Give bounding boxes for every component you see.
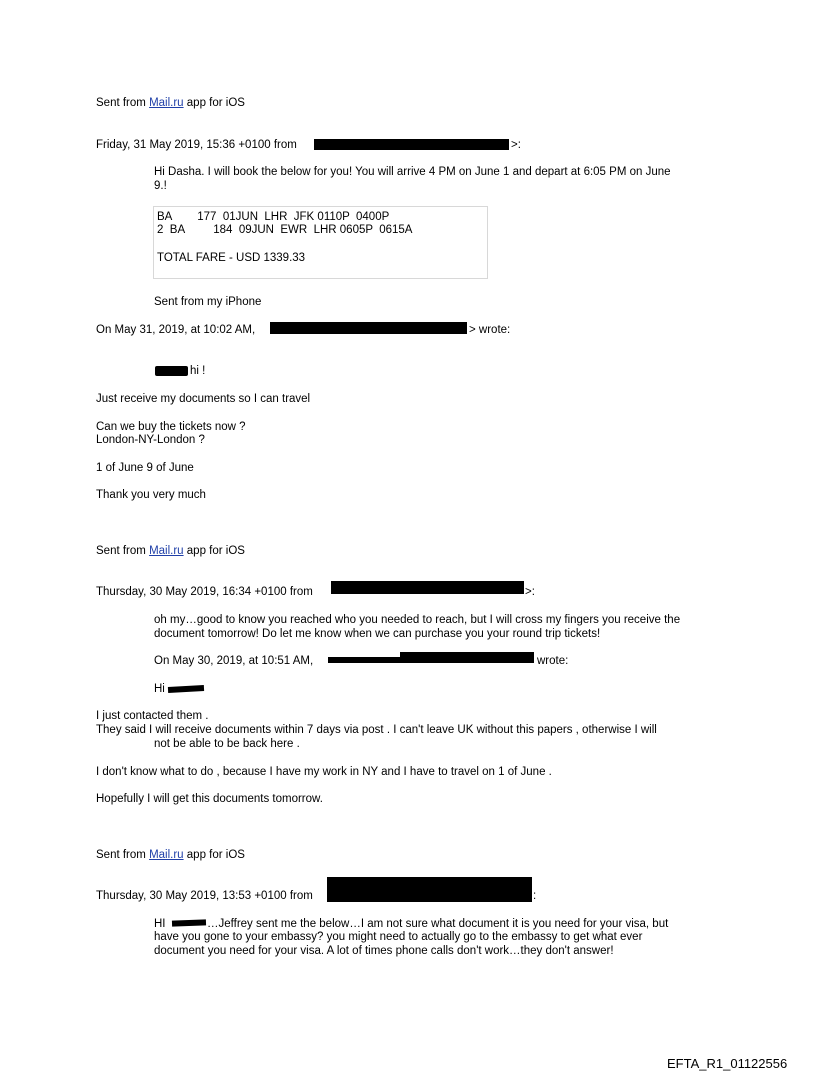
email-body-line: document you need for your visa. A lot of times phone calls don't work…they don't answer! bbox=[154, 945, 614, 957]
email-body-line: …Jeffrey sent me the below…I am not sure what document it is you need for your visa, but bbox=[207, 918, 669, 930]
redaction-bar bbox=[331, 581, 524, 594]
message-line: Hopefully I will get this documents tomorrow. bbox=[96, 793, 323, 805]
email-body-line: Hi Dasha. I will book the below for you! You will arrive 4 PM on June 1 and depart at 6:05 PM on June bbox=[154, 166, 671, 178]
quoted-wrote-suffix: > wrote: bbox=[469, 324, 511, 336]
redaction-bar bbox=[172, 919, 206, 926]
email-header-suffix: >: bbox=[525, 586, 535, 598]
email-body-line: document tomorrow! Do let me know when we can purchase you your round trip tickets! bbox=[154, 628, 601, 640]
sent-from-line bbox=[96, 97, 245, 110]
sent-from-iphone: Sent from my iPhone bbox=[154, 296, 262, 308]
sent-from-prefix: Sent from bbox=[96, 97, 150, 109]
redaction-bar bbox=[314, 139, 509, 150]
message-line: Thank you very much bbox=[96, 489, 206, 501]
redaction-bar bbox=[155, 366, 188, 376]
email-header-suffix: >: bbox=[511, 139, 521, 151]
sent-from-suffix: app for iOS bbox=[183, 545, 245, 557]
email-header-suffix: : bbox=[533, 890, 537, 902]
mailru-link[interactable]: Mail.ru bbox=[149, 849, 184, 861]
email-body-line: have you gone to your embassy? you might need to actually go to the embassy to get what ever bbox=[154, 931, 643, 943]
message-line: I don't know what to do , because I have my work in NY and I have to travel on 1 of June . bbox=[96, 766, 552, 778]
redaction-bar bbox=[327, 877, 532, 902]
message-line: not be able to be back here . bbox=[154, 738, 300, 750]
itinerary-line: BA 177 01JUN LHR JFK 0110P 0400P bbox=[157, 211, 390, 223]
email-header-date: Friday, 31 May 2019, 15:36 +0100 from bbox=[96, 139, 297, 151]
redaction-bar bbox=[328, 657, 400, 663]
redaction-bar bbox=[168, 685, 204, 693]
sent-from-suffix: app for iOS bbox=[183, 97, 245, 109]
quoted-wrote-suffix: wrote: bbox=[537, 655, 569, 667]
sent-from-line bbox=[96, 545, 245, 558]
sent-from-prefix: Sent from bbox=[96, 849, 150, 861]
document-id: EFTA_R1_01122556 bbox=[667, 1056, 788, 1071]
email-body-line: 9.! bbox=[154, 180, 167, 192]
redaction-bar bbox=[400, 652, 534, 663]
redaction-bar bbox=[270, 322, 467, 334]
sent-from-suffix: app for iOS bbox=[183, 849, 245, 861]
email-body-line: oh my…good to know you reached who you needed to reach, but I will cross my fingers you receive the bbox=[154, 614, 681, 626]
quoted-wrote-line: On May 30, 2019, at 10:51 AM, bbox=[154, 655, 314, 667]
message-line: Just receive my documents so I can travel bbox=[96, 393, 311, 405]
itinerary-total-fare: TOTAL FARE - USD 1339.33 bbox=[157, 252, 306, 264]
message-greeting: hi ! bbox=[190, 365, 206, 377]
email-header-date: Thursday, 30 May 2019, 16:34 +0100 from bbox=[96, 586, 313, 598]
email-header-date: Thursday, 30 May 2019, 13:53 +0100 from bbox=[96, 890, 313, 902]
message-line: I just contacted them . bbox=[96, 710, 209, 722]
quoted-hi: Hi bbox=[154, 683, 165, 695]
message-line: Can we buy the tickets now ? bbox=[96, 421, 246, 433]
mailru-link[interactable]: Mail.ru bbox=[149, 545, 184, 557]
sent-from-line bbox=[96, 849, 245, 862]
email-body-prefix: HI bbox=[154, 918, 166, 930]
email-header-line bbox=[96, 139, 297, 152]
sent-from-prefix: Sent from bbox=[96, 545, 150, 557]
itinerary-line: 2 BA 184 09JUN EWR LHR 0605P 0615A bbox=[157, 224, 413, 236]
message-line: London-NY-London ? bbox=[96, 434, 205, 446]
message-line: They said I will receive documents within 7 days via post . I can't leave UK without this papers , otherwise I will bbox=[96, 724, 657, 736]
message-line: 1 of June 9 of June bbox=[96, 462, 194, 474]
quoted-wrote-line: On May 31, 2019, at 10:02 AM, bbox=[96, 324, 256, 336]
mailru-link[interactable]: Mail.ru bbox=[149, 97, 184, 109]
